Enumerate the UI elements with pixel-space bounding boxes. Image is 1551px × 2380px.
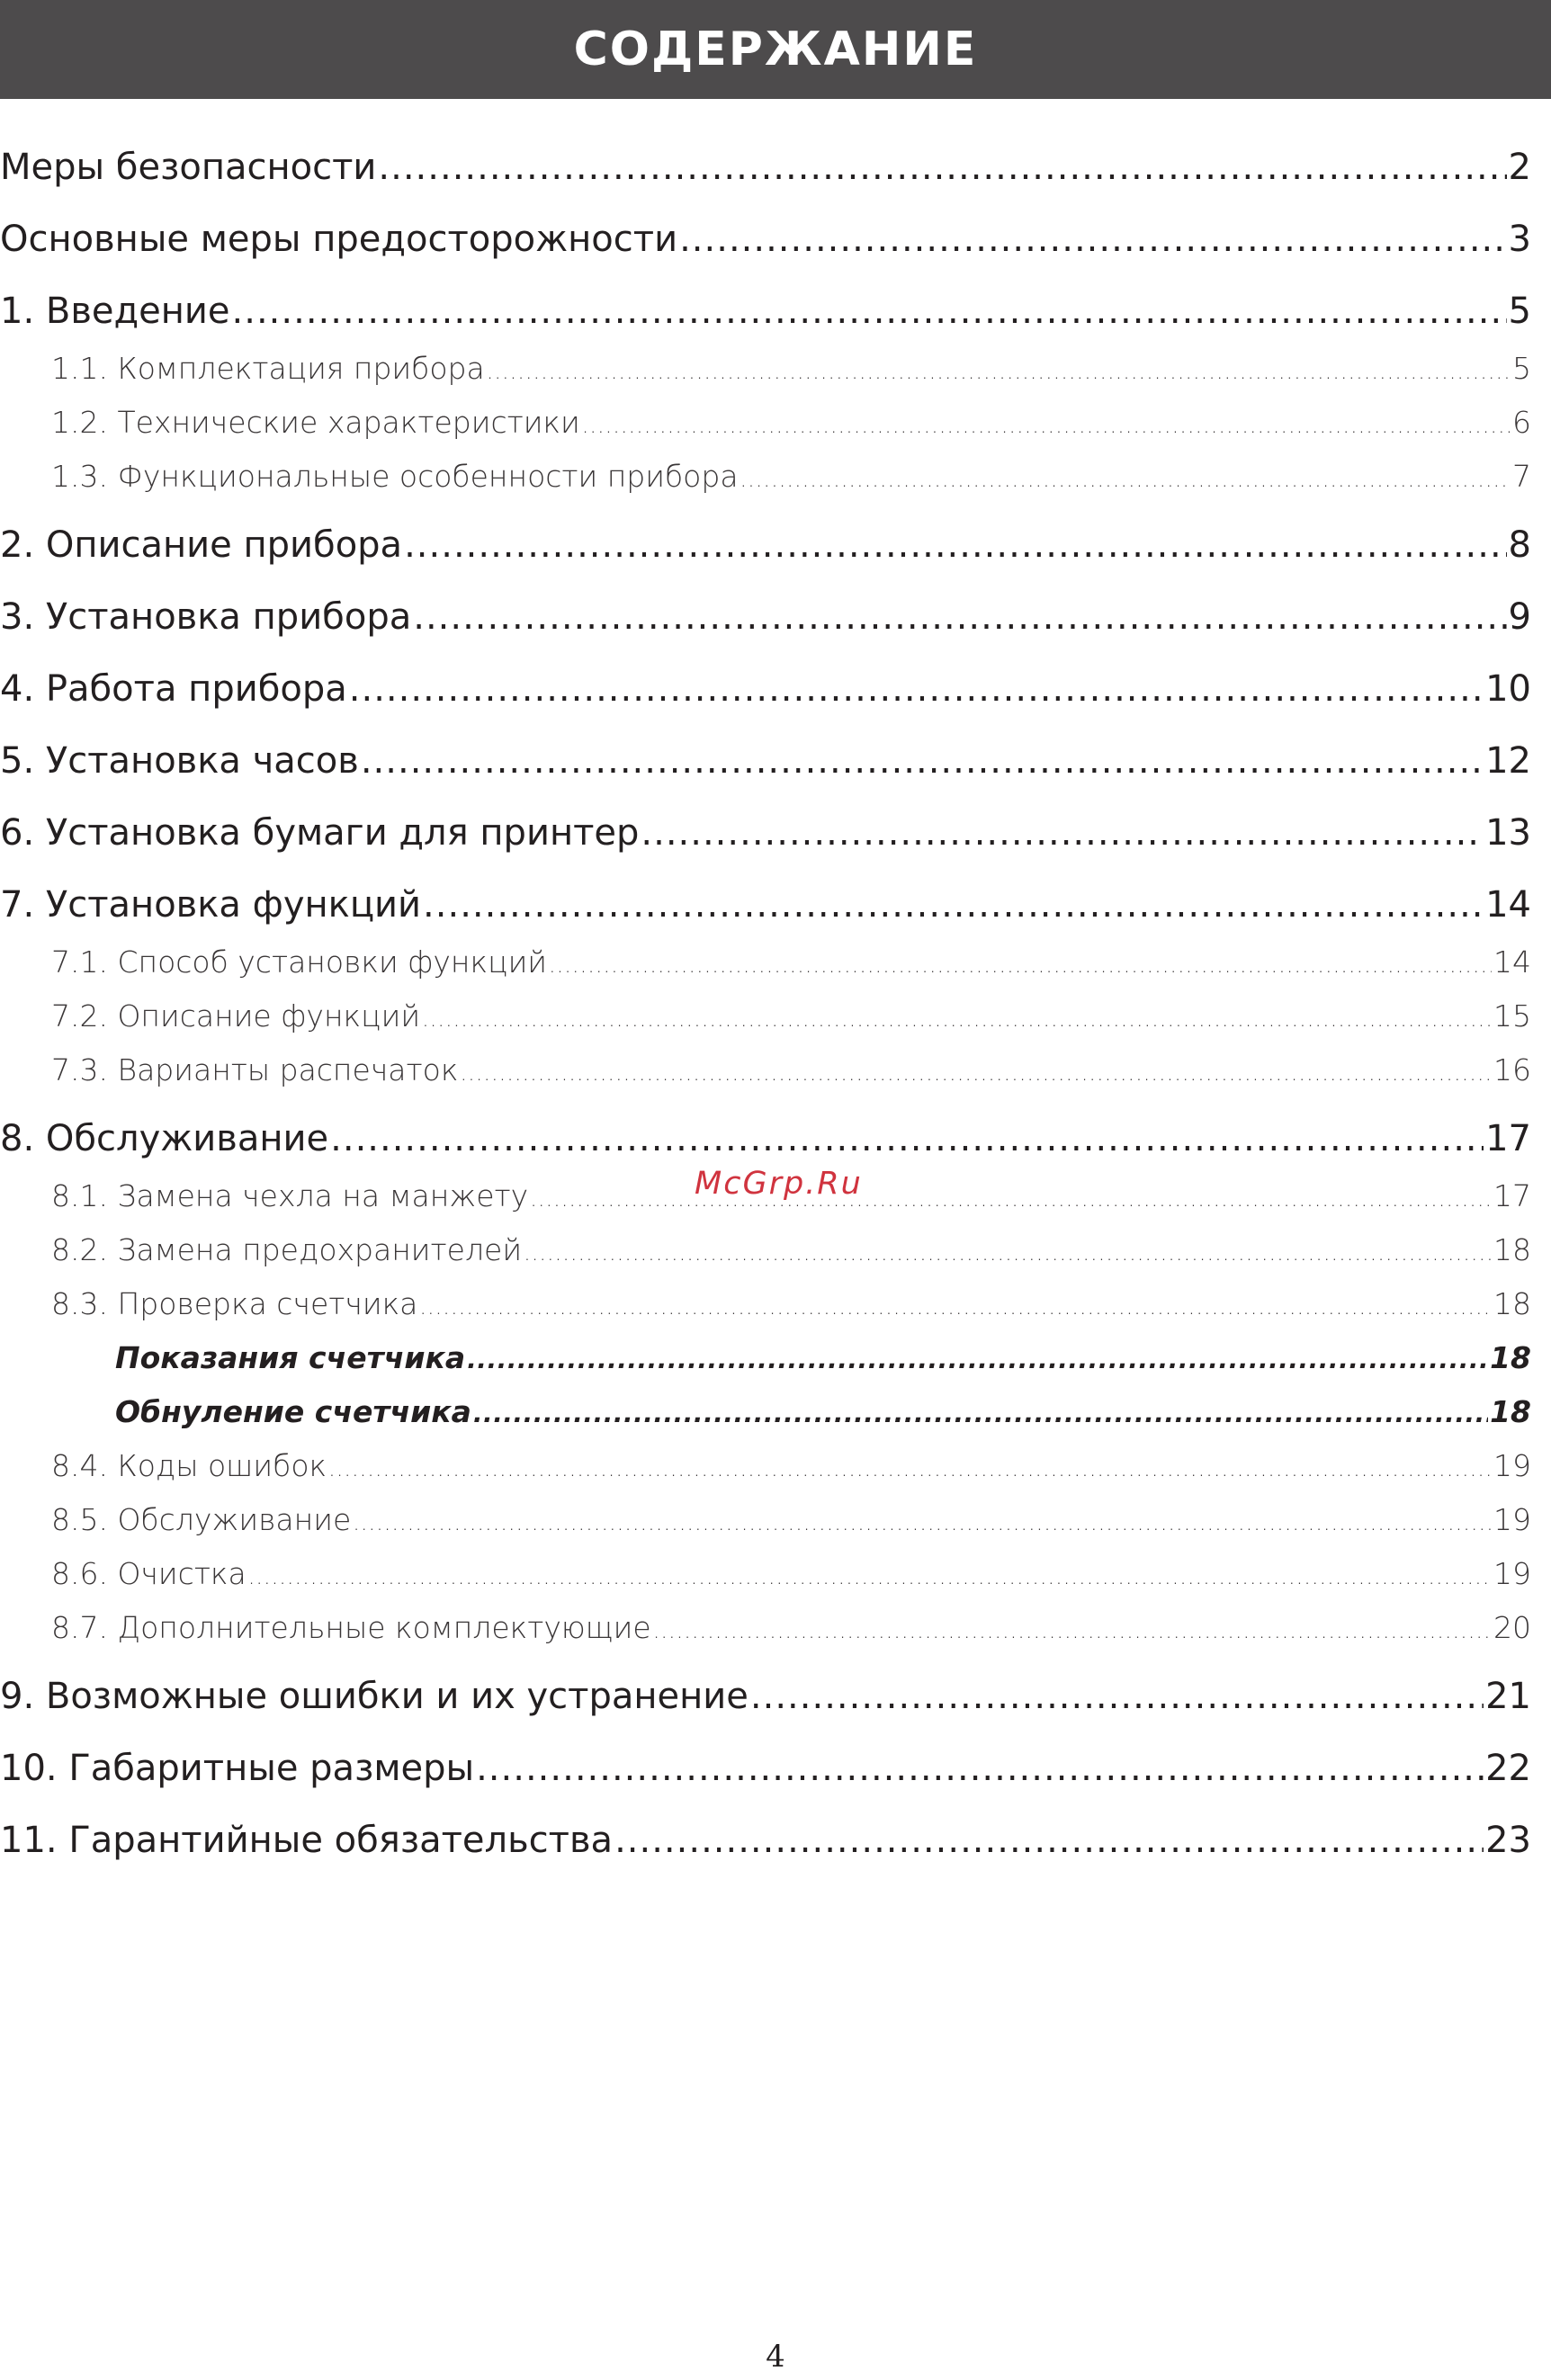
toc-entry-page: 2 xyxy=(1508,147,1531,188)
toc-entry-label: 8.6. Очистка xyxy=(51,1556,247,1591)
toc-dot-leader xyxy=(349,664,1484,714)
toc-entry-label: Меры безопасности xyxy=(0,147,377,188)
toc-entry-label: 4. Работа прибора xyxy=(0,668,347,710)
toc-dot-leader xyxy=(460,1052,1492,1091)
toc-dot-leader xyxy=(653,1610,1492,1649)
toc-entry-section-8-2[interactable] xyxy=(51,1230,1531,1271)
toc-entry-page: 19 xyxy=(1493,1556,1531,1591)
toc-entry-page: 10 xyxy=(1485,668,1531,710)
toc-entry-page: 19 xyxy=(1493,1502,1531,1537)
toc-dot-leader xyxy=(524,1232,1492,1271)
toc-entry-label: 6. Установка бумаги для принтер xyxy=(0,812,640,854)
toc-entry-label: 7.1. Способ установки функций xyxy=(51,944,548,980)
toc-header-bar xyxy=(0,0,1551,99)
toc-entry-page: 22 xyxy=(1485,1748,1531,1789)
toc-entry-label: 8.5. Обслуживание xyxy=(51,1502,352,1537)
toc-entry-label: 7.2. Описание функций xyxy=(51,998,421,1033)
toc-entry-page: 7 xyxy=(1512,459,1531,494)
toc-entry-precautions[interactable] xyxy=(0,214,1531,264)
toc-entry-page: 3 xyxy=(1508,219,1531,260)
toc-entry-page: 18 xyxy=(1493,1286,1531,1321)
toc-dot-leader xyxy=(740,459,1511,497)
toc-entry-label: 1.2. Технические характеристики xyxy=(51,405,580,440)
toc-dot-leader xyxy=(328,1448,1492,1487)
toc-dot-leader xyxy=(353,1502,1492,1541)
toc-entry-section-7-3[interactable] xyxy=(51,1050,1531,1091)
toc-entry-page: 20 xyxy=(1493,1610,1531,1645)
toc-dot-leader xyxy=(413,592,1506,642)
toc-entry-label: Основные меры предосторожности xyxy=(0,219,678,260)
toc-entry-section-8-6[interactable] xyxy=(51,1553,1531,1595)
toc-entry-section-8-4[interactable] xyxy=(51,1445,1531,1487)
toc-entry-section-6[interactable] xyxy=(0,808,1531,858)
toc-entry-section-8-7[interactable] xyxy=(51,1607,1531,1649)
toc-entry-section-1-3[interactable] xyxy=(51,456,1531,497)
toc-entry-label: 8.1. Замена чехла на манжету xyxy=(51,1178,529,1213)
toc-dot-leader xyxy=(419,1286,1492,1325)
toc-entry-label: 2. Описание прибора xyxy=(0,524,403,566)
toc-entry-label: 10. Габаритные размеры xyxy=(0,1748,475,1789)
toc-entry-page: 5 xyxy=(1512,351,1531,386)
toc-entry-section-10[interactable] xyxy=(0,1743,1531,1794)
toc-entry-page: 6 xyxy=(1512,405,1531,440)
toc-entry-label: 3. Установка прибора xyxy=(0,596,412,638)
toc-entry-page: 12 xyxy=(1485,740,1531,782)
toc-dot-leader xyxy=(679,214,1506,264)
toc-entry-section-4[interactable] xyxy=(0,664,1531,714)
toc-entry-label: 5. Установка часов xyxy=(0,740,359,782)
toc-entry-counter-readings[interactable] xyxy=(115,1338,1531,1379)
toc-dot-leader xyxy=(232,286,1507,336)
toc-entry-section-1-1[interactable] xyxy=(51,348,1531,389)
toc-entry-page: 18 xyxy=(1493,1232,1531,1267)
toc-dot-leader xyxy=(549,944,1492,983)
toc-entry-section-7-1[interactable] xyxy=(51,942,1531,983)
toc-entry-label: 11. Гарантийные обязательства xyxy=(0,1820,614,1861)
toc-entry-label: Обнуление счетчика xyxy=(115,1394,471,1429)
toc-dot-leader xyxy=(378,142,1506,192)
toc-entry-section-8-3[interactable] xyxy=(51,1284,1531,1325)
toc-entry-page: 8 xyxy=(1508,524,1531,566)
toc-title: СОДЕРЖАНИЕ xyxy=(573,22,978,76)
toc-entry-label: 1.1. Комплектация прибора xyxy=(51,351,485,386)
toc-entry-safety[interactable] xyxy=(0,142,1531,192)
toc-entry-section-1[interactable] xyxy=(0,286,1531,336)
toc-entry-page: 21 xyxy=(1485,1676,1531,1717)
toc-entry-page: 18 xyxy=(1490,1394,1531,1429)
toc-entry-label: 8.3. Проверка счетчика xyxy=(51,1286,418,1321)
toc-dot-leader xyxy=(361,736,1484,786)
toc-dot-leader xyxy=(487,351,1511,389)
toc-dot-leader xyxy=(248,1556,1492,1595)
toc-dot-leader xyxy=(582,405,1511,443)
toc-entry-label: 8.2. Замена предохранителей xyxy=(51,1232,523,1267)
toc-dot-leader xyxy=(404,520,1506,570)
toc-entry-page: 17 xyxy=(1485,1118,1531,1159)
site-watermark: McGrp.Ru xyxy=(691,1166,866,1202)
toc-entry-page: 18 xyxy=(1490,1340,1531,1375)
toc-entry-section-1-2[interactable] xyxy=(51,402,1531,443)
toc-entry-page: 5 xyxy=(1508,291,1531,332)
toc-dot-leader xyxy=(473,1393,1488,1433)
toc-dot-leader xyxy=(423,880,1484,930)
toc-entry-section-9[interactable] xyxy=(0,1671,1531,1722)
toc-dot-leader xyxy=(330,1114,1484,1164)
toc-entry-label: 9. Возможные ошибки и их устранение xyxy=(0,1676,749,1717)
toc-entry-page: 14 xyxy=(1485,884,1531,926)
toc-dot-leader xyxy=(614,1815,1484,1866)
toc-entry-section-11[interactable] xyxy=(0,1815,1531,1866)
toc-entry-page: 15 xyxy=(1493,998,1531,1033)
toc-entry-section-8-5[interactable] xyxy=(51,1499,1531,1541)
toc-entry-page: 14 xyxy=(1493,944,1531,980)
toc-dot-leader xyxy=(641,808,1484,858)
toc-entry-page: 19 xyxy=(1493,1448,1531,1483)
toc-entry-section-7[interactable] xyxy=(0,880,1531,930)
toc-entry-label: 7.3. Варианты распечаток xyxy=(51,1052,459,1087)
toc-entry-page: 17 xyxy=(1493,1178,1531,1213)
toc-entry-page: 23 xyxy=(1485,1820,1531,1861)
toc-entry-label: 7. Установка функций xyxy=(0,884,422,926)
toc-entry-label: 1.3. Функциональные особенности прибора xyxy=(51,459,739,494)
toc-entry-label: 8.4. Коды ошибок xyxy=(51,1448,327,1483)
toc-entry-label: 8.7. Дополнительные комплектующие xyxy=(51,1610,651,1645)
toc-entry-section-3[interactable] xyxy=(0,592,1531,642)
toc-entry-label: Показания счетчика xyxy=(115,1340,466,1375)
toc-entry-page: 16 xyxy=(1493,1052,1531,1087)
toc-dot-leader xyxy=(476,1743,1484,1794)
toc-dot-leader xyxy=(422,998,1492,1037)
toc-entry-label: 1. Введение xyxy=(0,291,230,332)
toc-entry-section-8[interactable] xyxy=(0,1114,1531,1164)
toc-entry-section-5[interactable] xyxy=(0,736,1531,786)
toc-entry-counter-reset[interactable] xyxy=(115,1391,1531,1433)
toc-entry-section-2[interactable] xyxy=(0,520,1531,570)
page-number: 4 xyxy=(766,2339,785,2375)
toc-dot-leader xyxy=(530,1178,1492,1217)
toc-dot-leader xyxy=(467,1339,1488,1379)
toc-entry-section-7-2[interactable] xyxy=(51,996,1531,1037)
toc-dot-leader xyxy=(750,1671,1484,1722)
toc-entry-page: 9 xyxy=(1508,596,1531,638)
toc-entry-page: 13 xyxy=(1485,812,1531,854)
toc-entry-label: 8. Обслуживание xyxy=(0,1118,329,1159)
